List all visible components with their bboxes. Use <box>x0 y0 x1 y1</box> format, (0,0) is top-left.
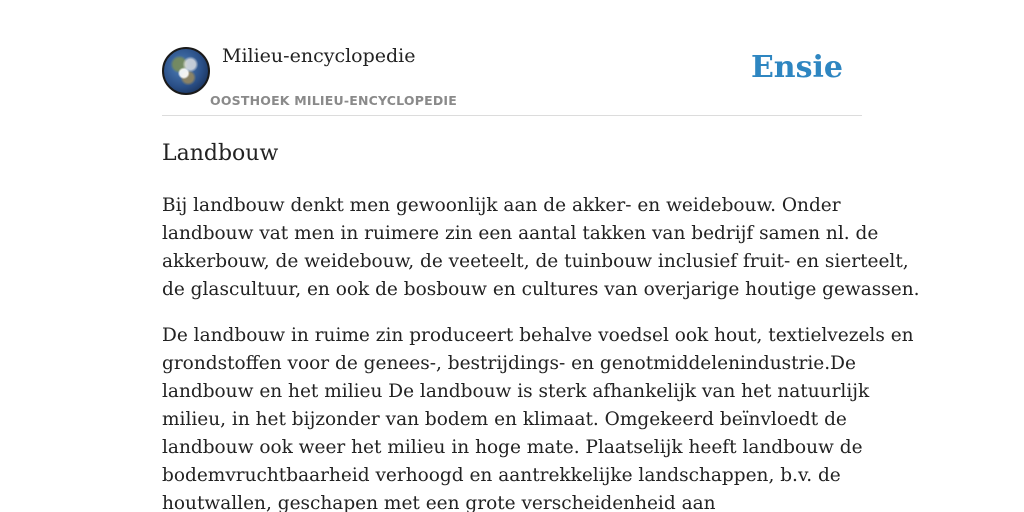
paragraph-line: bodemvruchtbaarheid verhoogd en aantrekkelijke landschappen, b.v. de <box>162 465 841 486</box>
paragraph-line: de glascultuur, en ook de bosbouw en cultures van overjarige houtige gewassen. <box>162 279 920 300</box>
paragraph-line: milieu, in het bijzonder van bodem en klimaat. Omgekeerd beïnvloedt de <box>162 409 847 430</box>
paragraph-line: De landbouw in ruime zin produceert behalve voedsel ook hout, textielvezels en <box>162 325 914 346</box>
paragraph-line: landbouw vat men in ruimere zin een aantal takken van bedrijf samen nl. de <box>162 223 879 244</box>
paragraph-line: houtwallen, geschapen met een grote verscheidenheid aan <box>162 493 716 512</box>
paragraph-line: landbouw en het milieu De landbouw is sterk afhankelijk van het natuurlijk <box>162 381 870 402</box>
paragraph-line: akkerbouw, de weidebouw, de veeteelt, de tuinbouw inclusief fruit- en sierteelt, <box>162 251 909 272</box>
site-title-link[interactable]: Milieu-encyclopedie <box>222 45 416 67</box>
ensie-logo-link[interactable]: Ensie <box>750 50 843 85</box>
paragraph-line: landbouw ook weer het milieu in hoge mate. Plaatselijk heeft landbouw de <box>162 437 863 458</box>
article-paragraph-1 <box>162 192 920 304</box>
article-paragraph-2 <box>162 322 914 512</box>
site-header <box>162 0 862 116</box>
article <box>162 138 920 512</box>
paragraph-line: Bij landbouw denkt men gewoonlijk aan de akker- en weidebouw. Onder <box>162 195 841 216</box>
article-title: Landbouw <box>162 141 279 166</box>
site-subtitle: OOSTHOEK MILIEU-ENCYCLOPEDIE <box>210 93 457 108</box>
paragraph-line: grondstoffen voor de genees-, bestrijdings- en genotmiddelenindustrie.De <box>162 353 856 374</box>
globe-icon[interactable] <box>162 47 210 95</box>
